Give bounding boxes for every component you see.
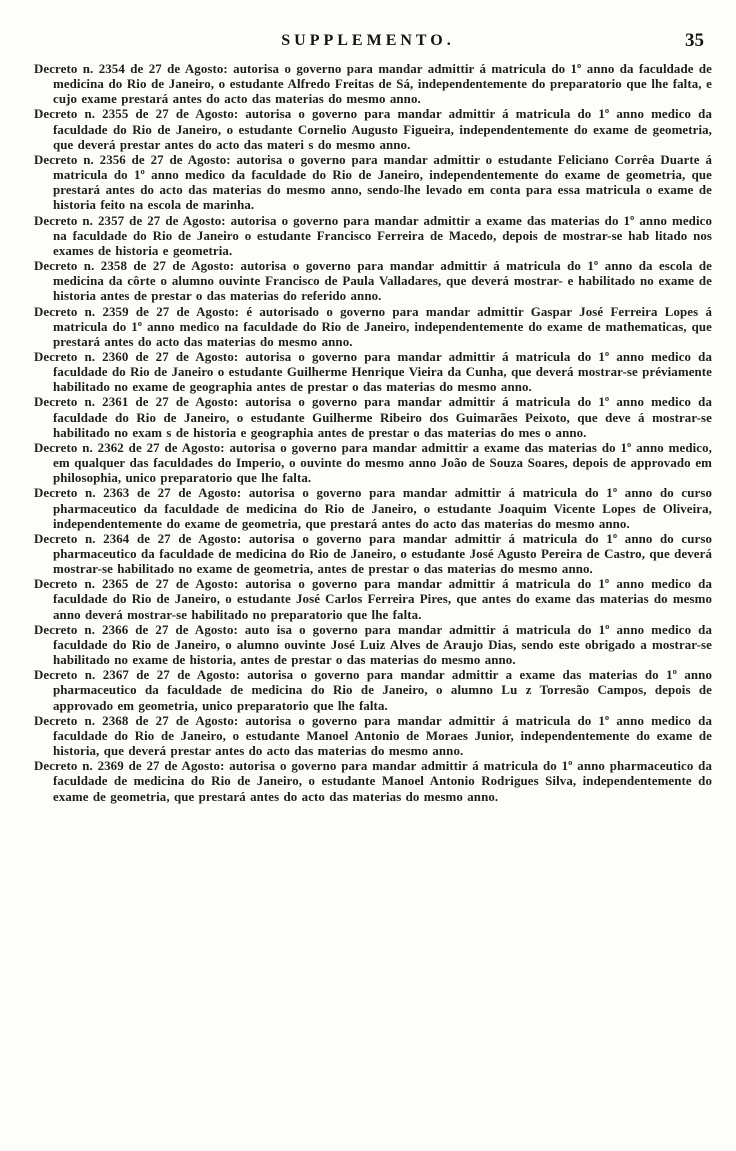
page-title: SUPPLEMENTO. [281, 32, 455, 49]
decree-paragraph: Decreto n. 2362 de 27 de Agosto: autorisa o governo para mandar admittir a exame das materias do 1º anno medico, em qualquer das faculdades do Imperio, o ouvinte do mesmo anno João de Souza Soares, depois de approvado em philosophia, unico preparatorio que lhe falta. [34, 440, 712, 486]
decree-paragraph: Decreto n. 2356 de 27 de Agosto: autorisa o governo para mandar admittir o estudante Feliciano Corrêa Duarte á matricula do 1º anno medico da faculdade do Rio de Janeiro, independentemente do exame de geometria, que prestará antes do acto das materias do mesmo anno, sendo-lhe levado em conta para essa matricula o exame de historia feito na escola de marinha. [34, 152, 712, 213]
decree-paragraph: Decreto n. 2361 de 27 de Agosto: autorisa o governo para mandar admittir á matricula do 1º anno medico da faculdade do Rio de Janeiro, o estudante Guilherme Ribeiro dos Guimarães Peixoto, que deve á mostrar-se habilitado no exam s de historia e geographia antes de prestar o das materias do mes o anno. [34, 395, 712, 440]
page-number: 35 [685, 30, 704, 51]
decree-paragraph: Decreto n. 2369 de 27 de Agosto: autorisa o governo para mandar admittir á matricula do 1º anno pharmaceutico da faculdade de medicina do Rio de Janeiro, o estudante Manoel Antonio Rodrigues Silva, independentemente do exame de geometria, que prestará antes do acto das materias do mesmo anno. [34, 759, 712, 804]
decree-paragraph: Decreto n. 2360 de 27 de Agosto: autorisa o governo para mandar admittir á matricula do 1º anno medico da faculdade do Rio de Janeiro o estudante Guilherme Henrique Vieira da Cunha, que deverá mostrar-se préviamente habilitado no exame de geographia antes de prestar o das materias do mesmo anno. [34, 349, 712, 395]
decree-paragraph: Decreto n. 2364 de 27 de Agosto: autorisa o governo para mandar admittir á matricula do 1º anno do curso pharmaceutico da faculdade de medicina do Rio de Janeiro, o estudante José Agusto Pereira de Castro, que deverá mostrar-se habilitado no exame de geometria, antes de prestar o das materias do mesmo anno. [34, 531, 712, 577]
decree-paragraph: Decreto n. 2363 de 27 de Agosto: autorisa o governo para mandar admittir á matricula do 1º anno do curso pharmaceutico da faculdade de medicina do Rio de Janeiro, o estudante Joaquim Vicente Lopes de Oliveira, independentemente do exame de geometria, que prestará antes do acto das materias do mesmo anno. [34, 486, 712, 531]
decree-paragraph: Decreto n. 2354 de 27 de Agosto: autorisa o governo para mandar admittir á matricula do 1º anno da faculdade de medicina do Rio de Janeiro, o estudante Alfredo Freitas de Sá, independentemente do preparatorio que lhe falta, e cujo exame prestará antes do acto das materias do mesmo anno. [34, 62, 712, 107]
decree-paragraph: Decreto n. 2366 de 27 de Agosto: auto isa o governo para mandar admittir á matricula do 1º anno medico da faculdade do Rio de Janeiro, o alumno ouvinte José Luiz Alves de Araujo Dias, sendo este obrigado a mostrar-se habilitado no exame de historia, antes de prestar o das materias do mesmo anno. [34, 622, 712, 668]
decree-paragraph: Decreto n. 2365 de 27 de Agosto: autorisa o governo para mandar admittir á matricula do 1º anno medico da faculdade do Rio de Janeiro, o estudante José Carlos Ferreira Pires, que antes do exame das materias do mesmo anno deverá mostrar-se habilitado no preparatorio que lhe falta. [34, 577, 712, 622]
running-head [0, 32, 736, 58]
decree-paragraph: Decreto n. 2359 de 27 de Agosto: é autorisado o governo para mandar admittir Gaspar José Ferreira Lopes á matricula do 1º anno medico na faculdade do Rio de Janeiro, independentemente do exame de mathematicas, que prestará antes do acto das materias do mesmo anno. [34, 304, 712, 349]
decree-list [34, 62, 712, 805]
decree-paragraph: Decreto n. 2368 de 27 de Agosto: autorisa o governo para mandar admittir á matricula do 1º anno medico da faculdade do Rio de Janeiro, o estudante Manoel Antonio de Moraes Junior, independentemente do exame de historia, que deverá prestar antes do acto das materias do mesmo anno. [34, 713, 712, 759]
decree-paragraph: Decreto n. 2367 de 27 de Agosto: autorisa o governo para mandar admittir a exame das materias do 1º anno pharmaceutico da faculdade de medicina do Rio de Janeiro, o alumno Lu z Torresão Campos, depois de approvado em geometria, unico preparatorio que lhe falta. [34, 668, 712, 713]
decree-paragraph: Decreto n. 2357 de 27 de Agosto: autorisa o governo para mandar admittir a exame das materias do 1º anno medico na faculdade do Rio de Janeiro o estudante Francisco Ferreira de Macedo, depois de mostrar-se hab litado nos exames de historia e geometria. [34, 213, 712, 258]
decree-paragraph: Decreto n. 2358 de 27 de Agosto: autorisa o governo para mandar admittir á matricula do 1º anno da escola de medicina da côrte o alumno ouvinte Francisco de Paula Valladares, que deverá mostrar- e habilitado no exame de historia antes de prestar o das materias do referido anno. [34, 259, 712, 304]
decree-paragraph: Decreto n. 2355 de 27 de Agosto: autorisa o governo para mandar admittir á matricula do 1º anno medico da faculdade do Rio de Janeiro, o estudante Cornelio Augusto Figueira, independentemente do exame de geometria, que deverá prestar antes do acto das materi s do mesmo anno. [34, 107, 712, 152]
